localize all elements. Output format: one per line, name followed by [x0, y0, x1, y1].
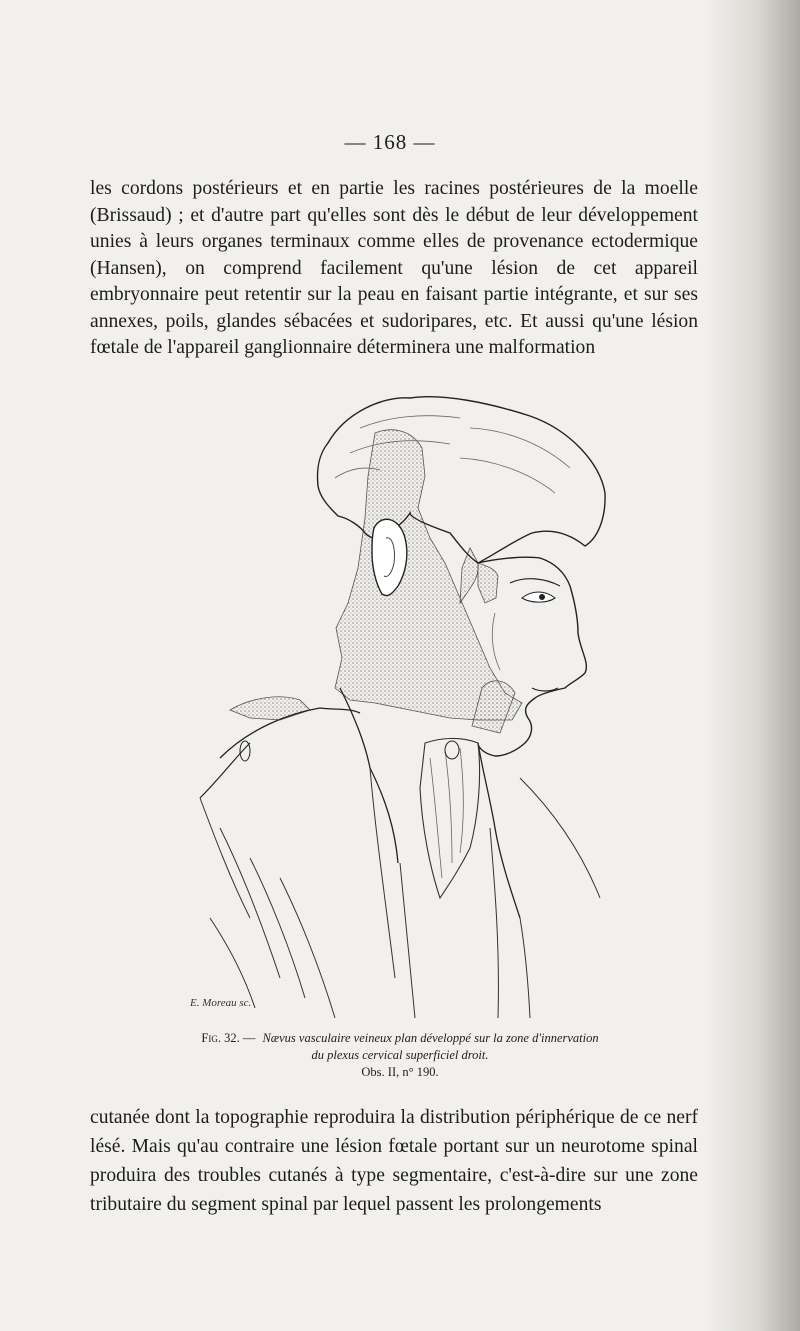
figure-illustration — [160, 358, 640, 1023]
engraver-signature: E. Moreau sc. — [190, 997, 252, 1009]
page-number: — 168 — — [344, 130, 436, 154]
shoulder-outline — [220, 708, 360, 758]
caption-label: Fig. 32. — — [201, 1031, 256, 1045]
bottom-paragraph: cutanée dont la topographie reproduira la distribution périphérique de ce nerf lésé. Mais qu'au contraire une lésion fœtale portant sur un neurotome spinal produira des troubles cutanés à type segmentaire, c'est-à-dire sur une zone tributaire du segment spinal par lequel passent les prolongements — [90, 1107, 698, 1215]
head-neck-drawing — [160, 358, 640, 1023]
caption-obs: Obs. II, n° 190. — [361, 1065, 439, 1079]
figure-caption — [140, 1030, 660, 1081]
caption-line-1: Nævus vasculaire veineux plan développé sur la zone d'innervation — [262, 1031, 599, 1045]
page-edge-shadow — [705, 0, 800, 1331]
caption-line-2: du plexus cervical superficiel droit. — [311, 1048, 489, 1062]
top-paragraph: les cordons postérieurs et en partie les racines postérieures de la moelle (Brissaud) ; et d'autre part qu'elles sont dès le début de leur développement unies à leurs organes terminaux comme elles de provenance ectodermique (Hansen), on comprend facilement qu'une lésion de cet appareil embryonnaire peut retentir sur la peau en faisant partie intégrante, et sur ses annexes, poils, glandes sébacées et sudoripares, etc. Et aussi qu'une lésion fœtale de l'appareil ganglionnaire déterminera une malformation — [90, 178, 698, 358]
neck-outline — [340, 688, 398, 863]
hair-outline — [317, 397, 605, 563]
